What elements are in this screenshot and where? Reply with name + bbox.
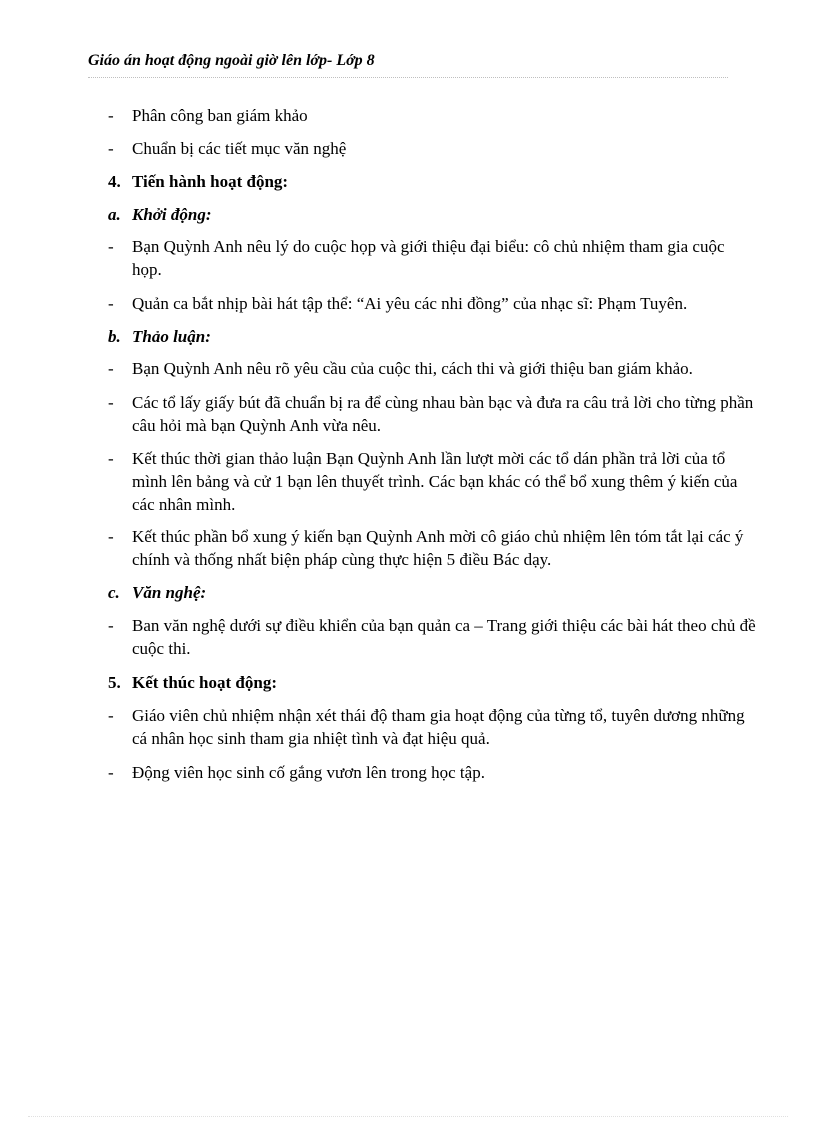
subsection-title: Khởi động: <box>132 205 212 224</box>
list-item-text: Kết thúc phần bổ xung ý kiến bạn Quỳnh Anh mời cô giáo chủ nhiệm lên tóm tắt lại các ý chính và thống nhất biện pháp cùng thực hiện 5 điều Bác dạy. <box>132 527 744 569</box>
list-item <box>108 137 758 160</box>
list-item <box>108 235 758 281</box>
header-divider <box>88 77 728 78</box>
bullet-dash: - <box>108 763 114 782</box>
list-item <box>108 761 758 784</box>
list-item-text: Bạn Quỳnh Anh nêu rõ yêu cầu của cuộc thi, cách thi và giới thiệu ban giám khảo. <box>132 359 693 378</box>
subsection-heading-a <box>108 203 212 226</box>
footer-divider <box>28 1116 788 1117</box>
subsection-title: Thảo luận: <box>132 327 211 346</box>
section-number: 5. <box>108 673 121 692</box>
list-item <box>108 104 758 127</box>
bullet-dash: - <box>108 237 114 256</box>
subsection-heading-b <box>108 325 211 348</box>
section-title: Kết thúc hoạt động: <box>132 673 277 692</box>
subsection-heading-c <box>108 581 206 604</box>
list-item-text: Chuẩn bị các tiết mục văn nghệ <box>132 139 347 158</box>
list-item <box>108 447 758 516</box>
list-item-text: Bạn Quỳnh Anh nêu lý do cuộc họp và giới thiệu đại biểu: cô chủ nhiệm tham gia cuộc họp. <box>132 237 725 279</box>
list-item-text: Quản ca bắt nhịp bài hát tập thể: “Ai yêu các nhi đồng” của nhạc sĩ: Phạm Tuyên. <box>132 294 688 313</box>
list-item <box>108 391 758 437</box>
subsection-letter: b. <box>108 327 121 346</box>
list-item <box>108 704 758 750</box>
list-item-text: Giáo viên chủ nhiệm nhận xét thái độ tham gia hoạt động của từng tổ, tuyên dương những cá nhân học sinh tham gia nhiệt tình và đạt hiệu quả. <box>132 706 745 748</box>
section-title: Tiến hành hoạt động: <box>132 172 289 191</box>
bullet-dash: - <box>108 527 114 546</box>
list-item-text: Phân công ban giám khảo <box>132 106 308 125</box>
section-number: 4. <box>108 172 121 191</box>
list-item-text: Động viên học sinh cố gắng vươn lên trong học tập. <box>132 763 485 782</box>
list-item <box>108 614 758 660</box>
bullet-dash: - <box>108 106 114 125</box>
list-item <box>108 357 758 380</box>
section-heading-5 <box>108 671 277 694</box>
list-item-text: Ban văn nghệ dưới sự điều khiển của bạn quản ca – Trang giới thiệu các bài hát theo chủ đề cuộc thi. <box>132 616 756 658</box>
bullet-dash: - <box>108 616 114 635</box>
subsection-title: Văn nghệ: <box>132 583 207 602</box>
list-item <box>108 525 758 571</box>
bullet-dash: - <box>108 393 114 412</box>
section-heading-4 <box>108 170 288 193</box>
bullet-dash: - <box>108 294 114 313</box>
list-item <box>108 292 758 315</box>
bullet-dash: - <box>108 706 114 725</box>
subsection-letter: a. <box>108 205 121 224</box>
bullet-dash: - <box>108 359 114 378</box>
bullet-dash: - <box>108 449 114 468</box>
bullet-dash: - <box>108 139 114 158</box>
list-item-text: Các tổ lấy giấy bút đã chuẩn bị ra để cùng nhau bàn bạc và đưa ra câu trả lời cho từng phần câu hỏi mà bạn Quỳnh Anh vừa nêu. <box>132 393 754 435</box>
subsection-letter: c. <box>108 583 120 602</box>
list-item-text: Kết thúc thời gian thảo luận Bạn Quỳnh Anh lần lượt mời các tổ dán phần trả lời của tổ mình lên bảng và cử 1 bạn lên thuyết trình. Các bạn khác có thể bổ xung thêm ý kiến của các nhân mình. <box>132 449 738 514</box>
page-header-title: Giáo án hoạt động ngoài giờ lên lớp- Lớp 8 <box>88 52 375 69</box>
